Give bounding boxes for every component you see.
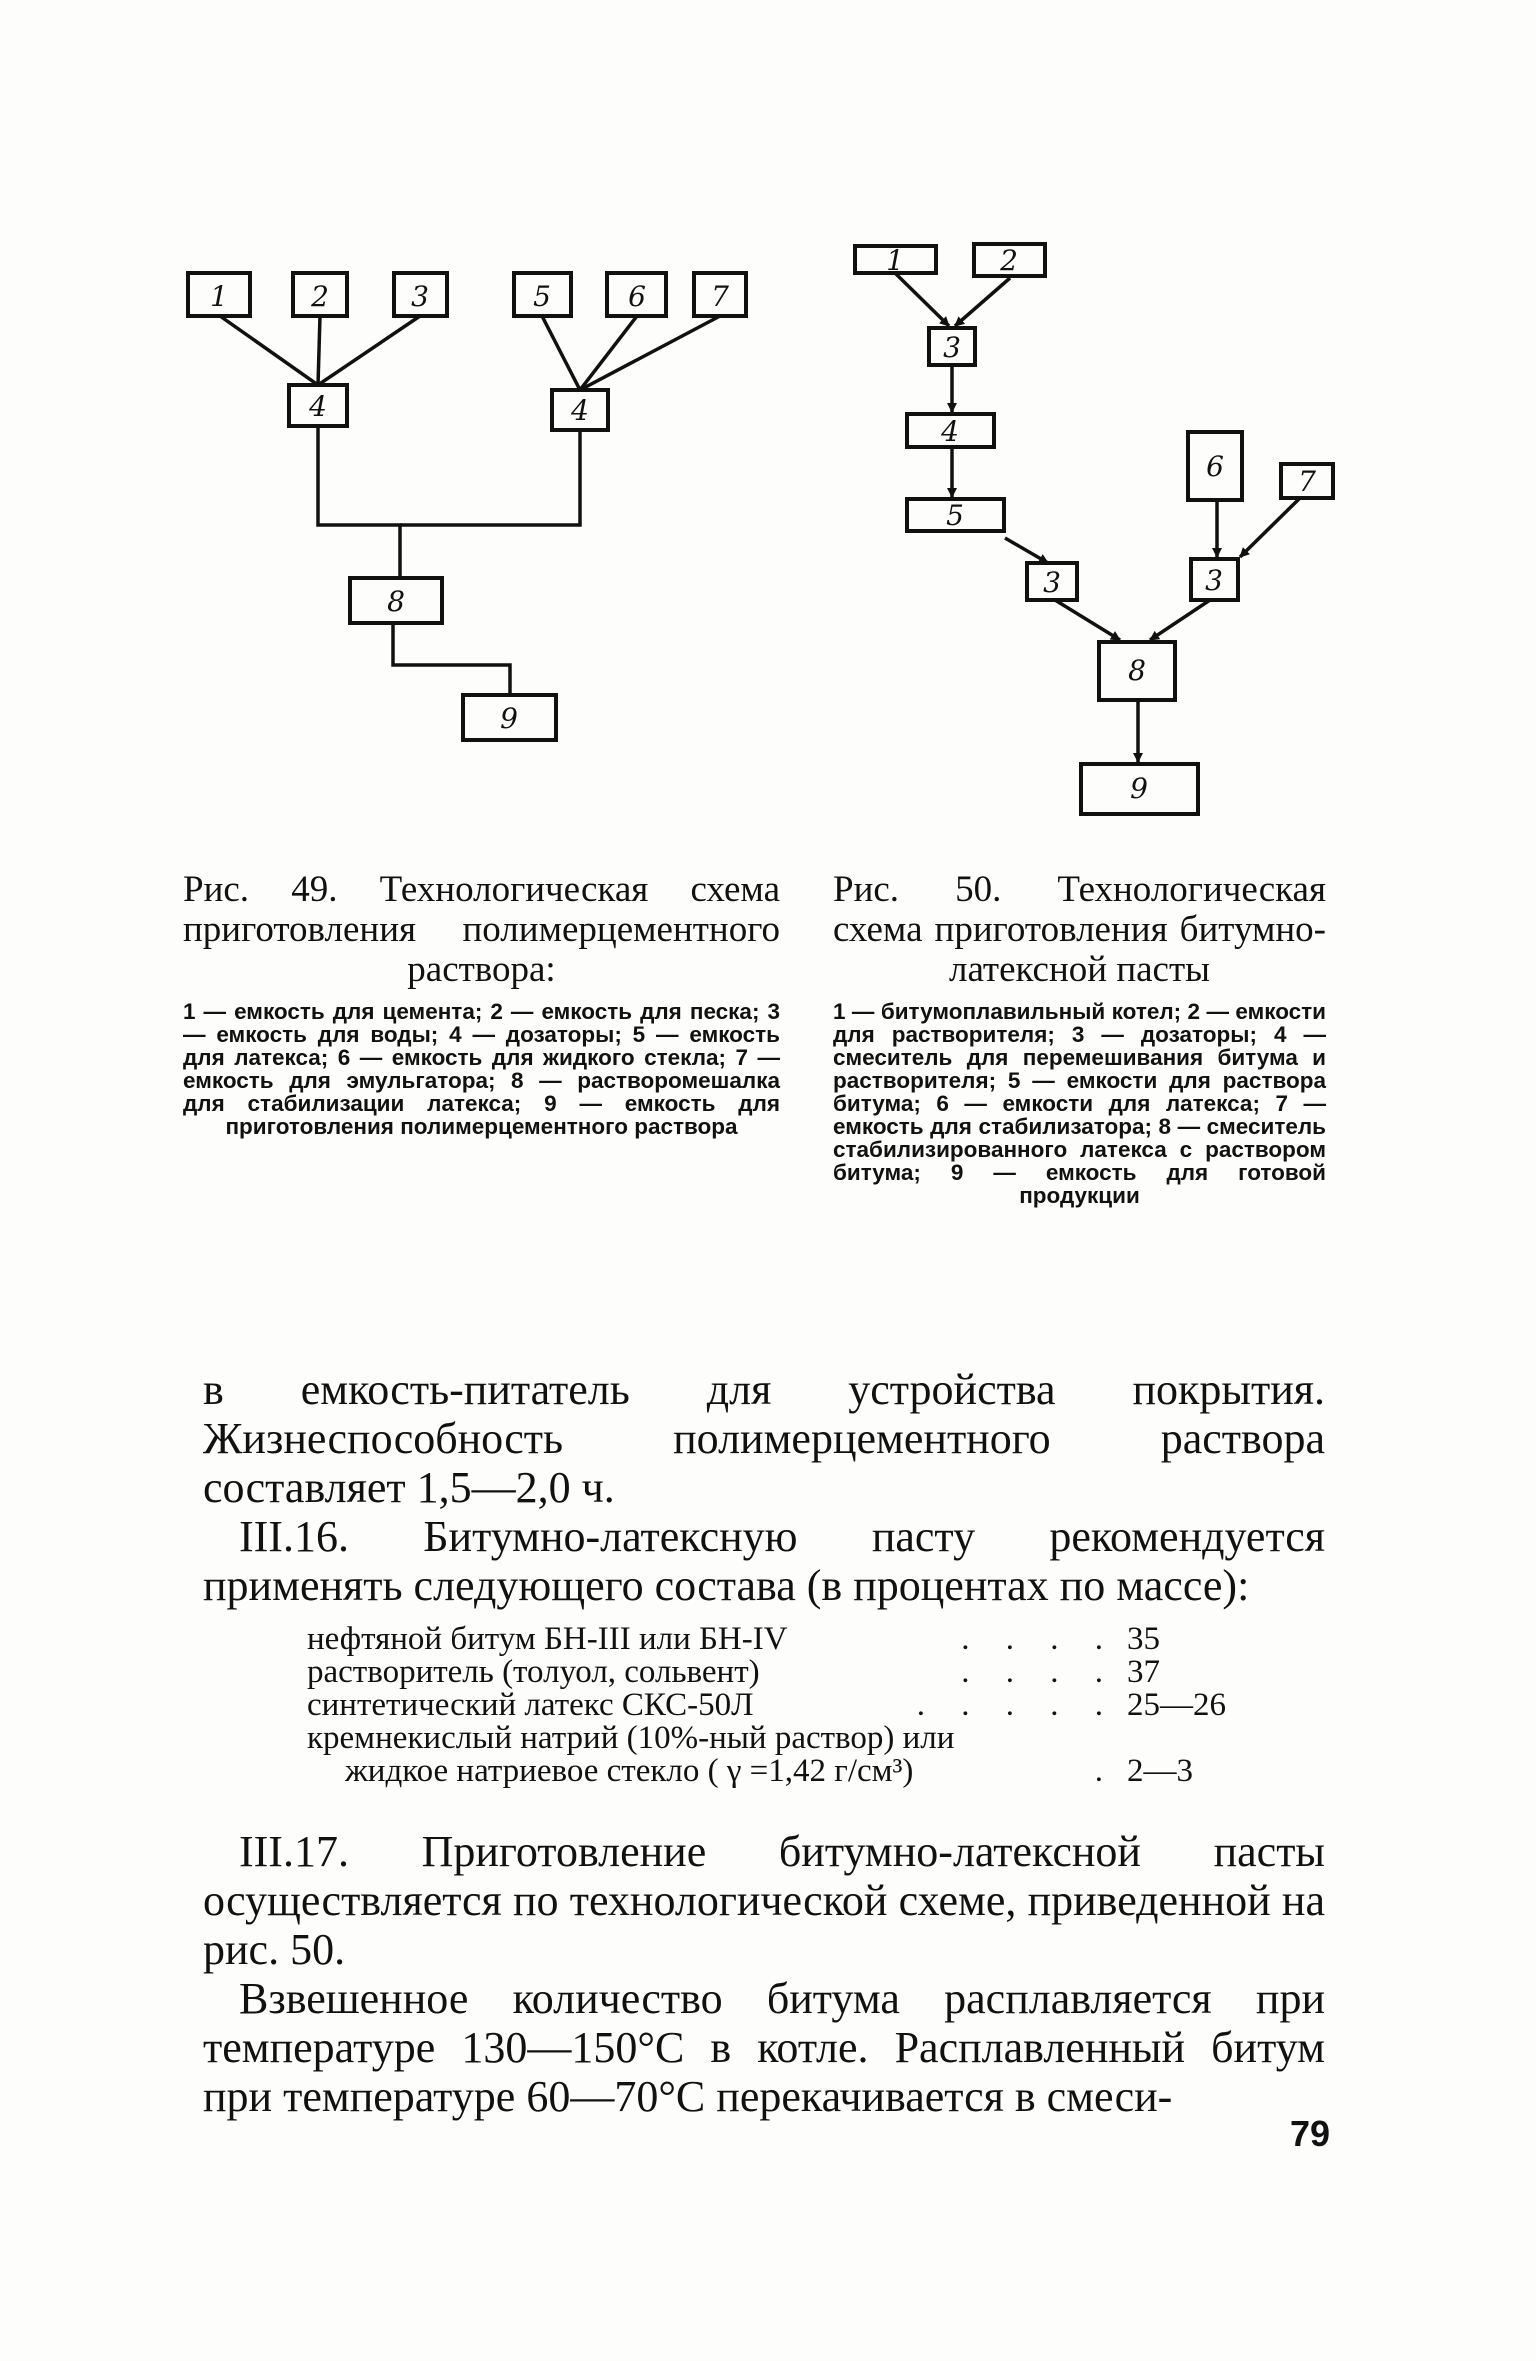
- fig49-node-label: 9: [500, 702, 518, 735]
- fig49-node-label: 5: [533, 280, 551, 313]
- paragraph-1: в емкость-питатель для устройства покрытия. Жизнеспособность полимерцементного раствора составляет 1,5—2,0 ч.: [203, 1365, 1325, 1512]
- fig49-node-label: 8: [387, 585, 405, 618]
- component-value: [1127, 1722, 1267, 1755]
- component-name: жидкое натриевое стекло ( γ =1,42 г/см³): [345, 1753, 914, 1789]
- composition-row: [307, 1656, 1267, 1689]
- component-name: нефтяной битум БН-III или БН-IV: [307, 1621, 788, 1657]
- fig50-node-3-left: [1027, 563, 1077, 600]
- fig50-node-label: 7: [1298, 465, 1316, 498]
- leader-dots: . . . .: [961, 1656, 1117, 1689]
- fig50-node-7: [1281, 464, 1333, 498]
- fig50-node-label: 8: [1128, 654, 1146, 687]
- figure-50-caption: [833, 870, 1326, 1207]
- figure-50-legend: 1 — битумоплавильный котел; 2 — емкости для растворителя; 3 — дозаторы; 4 — смеситель для перемешивания битума и растворителя; 5 — емкости для раствора битума; 6 — емкости для латекса; 7 — емкость для стабилизатора; 8 — смеситель стабилизированного латекса с раствором битума; 9 — емкость для готовой продукции: [833, 999, 1326, 1208]
- fig50-node-5: [907, 499, 1004, 532]
- body-text: [203, 1365, 1325, 1610]
- fig50-node-8: [1099, 642, 1175, 700]
- fig50-node-label: 3: [1043, 566, 1061, 599]
- fig49-node-label: 1: [210, 280, 228, 313]
- fig49-node-label: 4: [571, 394, 589, 427]
- fig50-node-label: 5: [946, 499, 964, 532]
- fig49-node-7: [694, 273, 746, 316]
- fig49-node-8: [350, 578, 442, 623]
- composition-row: [307, 1689, 1267, 1722]
- fig49-node-label: 7: [711, 280, 729, 313]
- fig50-node-label: 4: [941, 415, 959, 448]
- fig50-node-label: 9: [1130, 772, 1148, 805]
- component-name: синтетический латекс СКС-50Л: [307, 1687, 754, 1723]
- figure-50-title: Рис. 50. Технологическая схема приготовления битумно-латексной пасты: [833, 869, 1326, 990]
- fig49-node-label: 3: [411, 280, 429, 313]
- component-value: 37: [1127, 1654, 1160, 1690]
- fig50-node-2: [974, 244, 1045, 277]
- fig49-node-label: 2: [311, 280, 329, 313]
- figure-49-caption: [183, 870, 780, 1138]
- leader-dots: .: [1094, 1755, 1117, 1788]
- component-name: растворитель (толуол, сольвент): [307, 1654, 760, 1690]
- component-name: кремнекислый натрий (10%-ный раствор) или: [307, 1720, 955, 1756]
- fig49-node-label: 6: [628, 280, 646, 313]
- fig50-node-1: [855, 244, 936, 277]
- fig49-node-6: [607, 273, 666, 316]
- paragraph-3: III.17. Приготовление битумно-латексной пасты осуществляется по технологической схеме, приведенной на рис. 50.: [203, 1827, 1325, 1974]
- fig50-node-label: 2: [1000, 244, 1018, 277]
- fig50-node-3-right: [1191, 559, 1238, 600]
- fig50-node-label: 3: [943, 331, 961, 364]
- paragraph-2: III.16. Битумно-латексную пасту рекомендуется применять следующего состава (в процентах по массе):: [203, 1512, 1325, 1610]
- fig49-node-9: [463, 695, 556, 740]
- leader-dots: . . . .: [961, 1623, 1117, 1656]
- paragraph-4: Взвешенное количество битума расплавляется при температуре 130—150°С в котле. Расплавленный битум при температуре 60—70°С перекачивается в смеси-: [203, 1974, 1325, 2121]
- figure-50-diagram: [855, 244, 1333, 814]
- component-value: 2—3: [1127, 1753, 1193, 1789]
- fig50-node-6: [1188, 432, 1242, 500]
- fig50-node-4: [907, 414, 994, 448]
- leader-dots: . . . . .: [916, 1689, 1117, 1722]
- page-number: 79: [1290, 2113, 1331, 2154]
- body-text-continued: [203, 1827, 1325, 2121]
- fig49-node-4-left: [289, 385, 347, 426]
- composition-row: [307, 1722, 1267, 1755]
- fig49-node-4-right: [552, 390, 608, 430]
- fig49-node-2: [293, 273, 347, 316]
- composition-row: [307, 1755, 1267, 1788]
- figure-49-diagram: [188, 273, 746, 740]
- fig50-node-3-top: [929, 328, 975, 365]
- leader-dots: [954, 1722, 1127, 1755]
- fig50-node-label: 1: [886, 244, 904, 277]
- component-value: 35: [1127, 1621, 1160, 1657]
- figure-49-title: Рис. 49. Технологическая схема приготовления полимерцементного раствора:: [183, 869, 780, 990]
- fig49-node-1: [188, 273, 250, 316]
- fig49-node-5: [514, 273, 571, 316]
- fig49-node-label: 4: [309, 390, 327, 423]
- figure-49-legend: 1 — емкость для цемента; 2 — емкость для песка; 3 — емкость для воды; 4 — дозаторы; 5 — емкость для латекса; 6 — емкость для жидкого стекла; 7 — емкость для эмульгатора; 8 — растворомешалка для стабилизации латекса; 9 — емкость для приготовления полимерцементного раствора: [183, 999, 780, 1139]
- component-value: 25—26: [1127, 1687, 1226, 1723]
- figures-svg: [0, 0, 1536, 870]
- fig50-node-9: [1081, 764, 1198, 814]
- composition-list: [307, 1623, 1267, 1788]
- fig50-node-label: 3: [1205, 564, 1223, 597]
- fig49-node-3: [394, 273, 447, 316]
- composition-row: [307, 1623, 1267, 1656]
- fig50-node-label: 6: [1206, 450, 1224, 483]
